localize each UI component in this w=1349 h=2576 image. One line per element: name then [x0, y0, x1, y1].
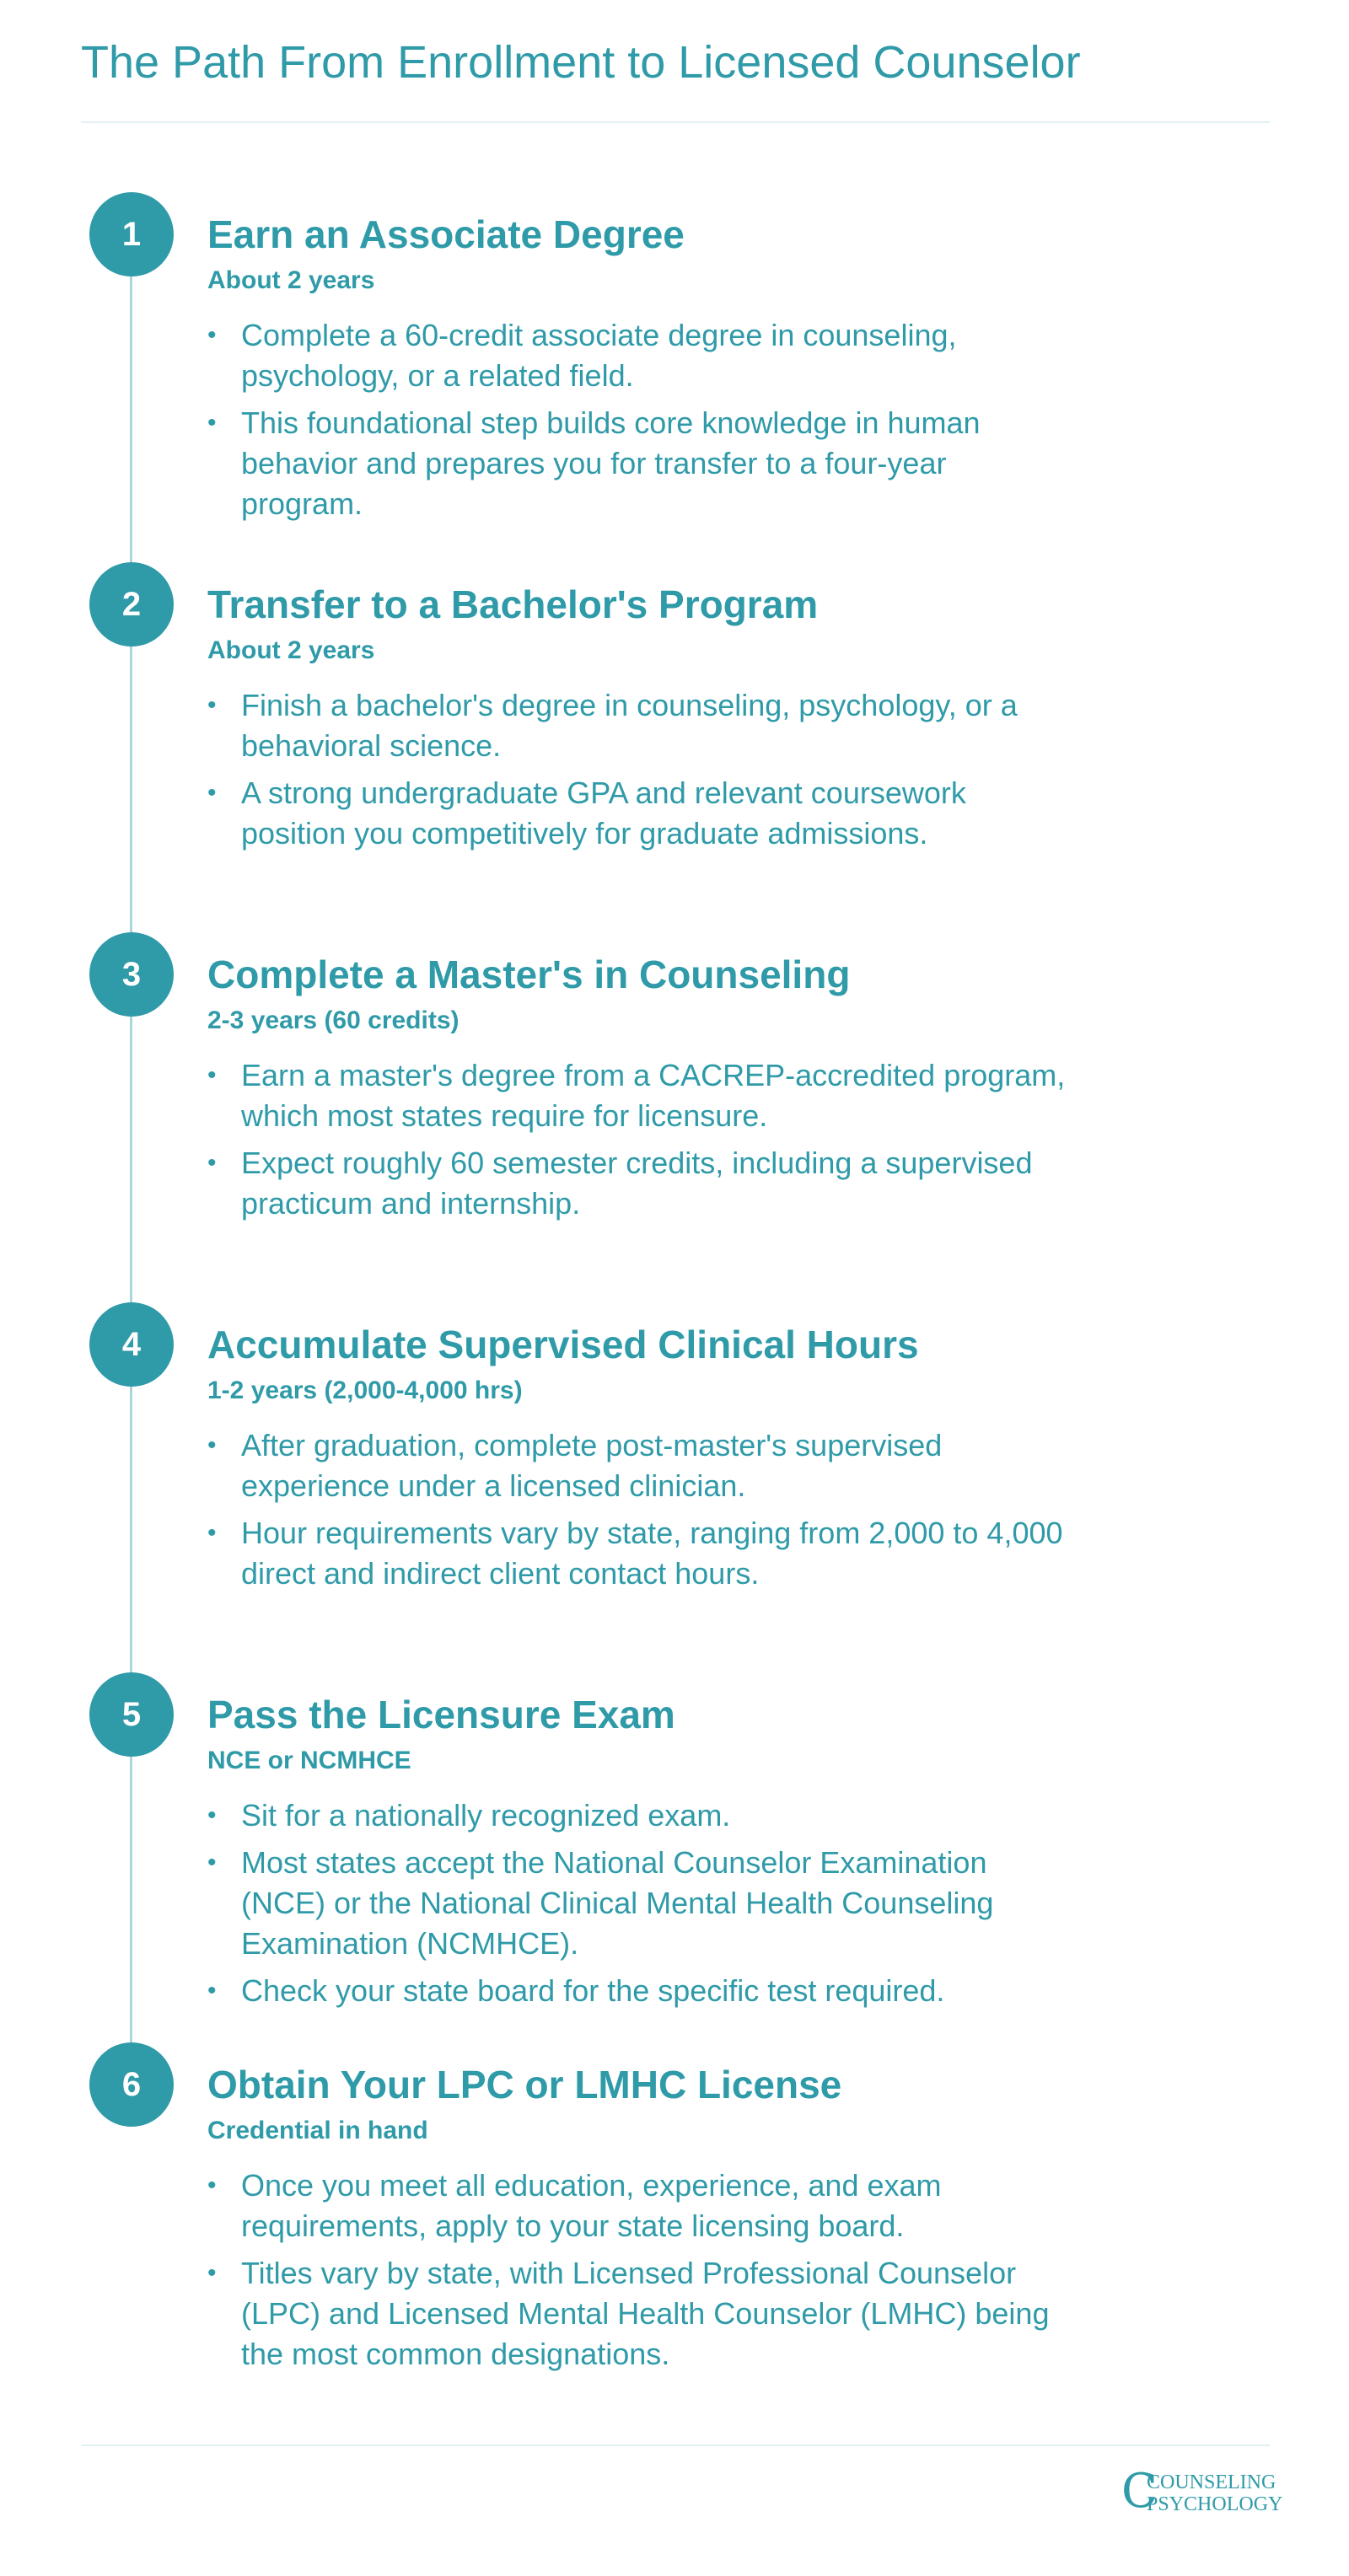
bullet-dot-icon: • [207, 1849, 217, 1876]
bullet-dot-icon: • [207, 2259, 217, 2287]
bullet-dot-icon: • [207, 409, 217, 437]
step-title: Transfer to a Bachelor's Program [207, 582, 819, 626]
bullet-dot-icon: • [207, 1801, 217, 1829]
logo-mark-icon: C [1121, 2464, 1158, 2519]
bullet-dot-icon: • [207, 691, 217, 719]
step-duration: About 2 years [207, 266, 375, 294]
step-bullet-list [207, 315, 1084, 524]
bullet-item: • Most states accept the National Counselor Examination (NCE) or the National Clinical Mental Health Counseling Examination (NCMHCE). [207, 1843, 1076, 1964]
bullet-dot-icon: • [207, 1061, 217, 1089]
bullet-dot-icon: • [207, 1431, 217, 1459]
step-duration: NCE or NCMHCE [207, 1747, 411, 1774]
step-title: Obtain Your LPC or LMHC License [207, 2063, 842, 2106]
step-bullet-list [207, 1425, 1084, 1594]
bullet-item: • Titles vary by state, with Licensed Professional Counselor (LPC) and Licensed Mental Health Counselor (LMHC) being the most common designations. [207, 2253, 1076, 2375]
step-bullet-list [207, 1055, 1084, 1224]
logo-wordmark-top: COUNSELING [1147, 2471, 1276, 2493]
logo-wordmark-bottom: PSYCHOLOGY [1147, 2493, 1283, 2515]
step-duration: 1-2 years (2,000-4,000 hrs) [207, 1377, 523, 1404]
bullet-dot-icon: • [207, 1519, 217, 1547]
step-title: Accumulate Supervised Clinical Hours [207, 1323, 919, 1366]
step-bullet-list [207, 1795, 1084, 2011]
step-number-badge: 1 [89, 192, 174, 276]
step-duration: 2-3 years (60 credits) [207, 1006, 460, 1034]
bullet-item: • A strong undergraduate GPA and relevant coursework position you competitively for graduate admissions. [207, 773, 1076, 854]
brand-logo [1121, 2464, 1283, 2519]
bullet-dot-icon: • [207, 1977, 217, 2004]
bullet-item: • Check your state board for the specific test required. [207, 1971, 1076, 2011]
step-bullet-list [207, 2165, 1084, 2375]
step-number-badge: 4 [89, 1302, 174, 1387]
step-duration: About 2 years [207, 636, 375, 664]
step-number-badge: 5 [89, 1672, 174, 1757]
bullet-item: • This foundational step builds core knowledge in human behavior and prepares you for transfer to a four-year program. [207, 403, 1076, 524]
step-title: Complete a Master's in Counseling [207, 953, 851, 996]
step-title: Earn an Associate Degree [207, 212, 685, 256]
bullet-item: • After graduation, complete post-master's supervised experience under a licensed clinician. [207, 1425, 1076, 1506]
step-number-badge: 6 [89, 2042, 174, 2127]
bullet-dot-icon: • [207, 321, 217, 349]
bullet-item: • Hour requirements vary by state, ranging from 2,000 to 4,000 direct and indirect client contact hours. [207, 1513, 1076, 1594]
step-number-badge: 2 [89, 562, 174, 647]
timeline-line [130, 236, 132, 2082]
step-number-badge: 3 [89, 932, 174, 1017]
bullet-dot-icon: • [207, 2171, 217, 2199]
page-title: The Path From Enrollment to Licensed Counselor [81, 37, 1081, 88]
bullet-item: • Earn a master's degree from a CACREP-accredited program, which most states require for licensure. [207, 1055, 1076, 1136]
footer-divider [81, 2445, 1270, 2446]
bullet-item: • Complete a 60-credit associate degree in counseling, psychology, or a related field. [207, 315, 1076, 396]
header-divider [81, 121, 1270, 123]
bullet-item: • Sit for a nationally recognized exam. [207, 1795, 1076, 1836]
step-duration: Credential in hand [207, 2117, 428, 2144]
bullet-item: • Finish a bachelor's degree in counseling, psychology, or a behavioral science. [207, 685, 1076, 766]
bullet-item: • Once you meet all education, experience, and exam requirements, apply to your state licensing board. [207, 2165, 1076, 2246]
bullet-dot-icon: • [207, 1149, 217, 1177]
step-title: Pass the Licensure Exam [207, 1693, 675, 1736]
step-bullet-list [207, 685, 1084, 854]
bullet-dot-icon: • [207, 779, 217, 807]
bullet-item: • Expect roughly 60 semester credits, including a supervised practicum and internship. [207, 1143, 1076, 1224]
